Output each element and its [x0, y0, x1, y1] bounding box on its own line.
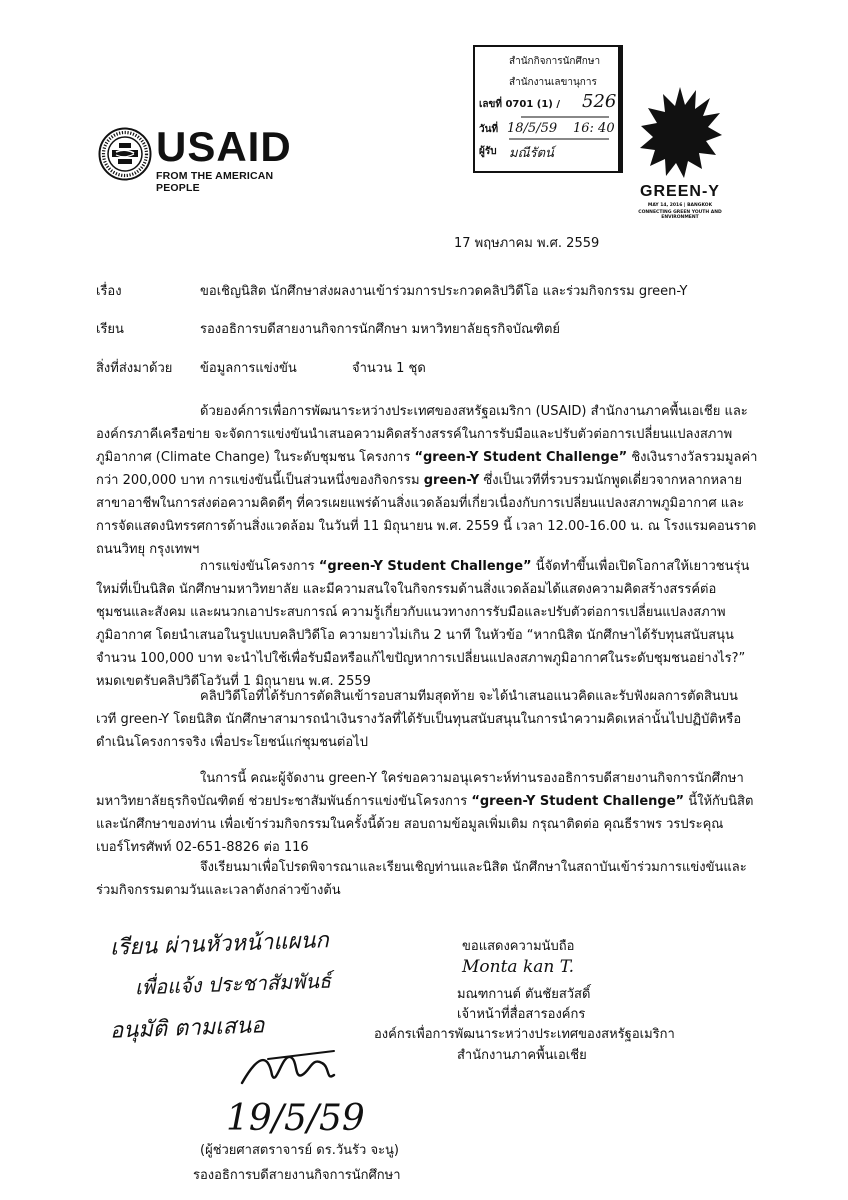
text-run: นี้จัดทำขึ้นเพื่อเปิดโอกาสให้เยาวชนรุ่น: [531, 559, 750, 574]
para3-line: เวที green-Y โดยนิสิต นักศึกษาสามารถนำเงินรางวัลที่ได้รับเป็นทุนสนับสนุนในการนำความคิดเหล่านั้นไปปฏิบัติหรือ: [96, 712, 742, 727]
stamp-time-handwritten: 16: 40: [573, 121, 615, 136]
para2-line: ชุมชนและสังคม และผนวกเอาประสบการณ์ ความรู้เกี่ยวกับแนวทางการรับมือและปรับตัวต่อการเปลี่ยนแปลงสภาพ: [96, 605, 726, 620]
para4-line: ในการนี้ คณะผู้จัดงาน green-Y ใคร่ขอความอนุเคราะห์ท่านรองอธิการบดีสายงานกิจการนักศึกษา: [200, 771, 744, 786]
green-y-tagline: CONNECTING GREEN YOUTH AND ENVIRONMENT: [638, 210, 722, 220]
text-run: ซึ่งเป็นเวทีที่รวบรวมนักพูดเดี่ยวจากหลากหลาย: [479, 473, 742, 488]
stamp-subdivision: สำนักงานเลขานุการ: [509, 77, 597, 88]
paragraph-1: [96, 400, 766, 561]
paragraph-5: [96, 856, 766, 902]
sender-name: มณฑกานต์ ตันชัยสวัสดิ์: [457, 987, 591, 1002]
closing-text: ขอแสดงความนับถือ: [462, 939, 575, 954]
sender-position: เจ้าหน้าที่สื่อสารองค์กร: [457, 1007, 586, 1022]
usaid-seal-icon: [98, 127, 152, 181]
text-run: ชิงเงินรางวัลรวมมูลค่า: [627, 450, 758, 465]
para2-line: หมดเขตรับคลิปวิดีโอวันที่ 1 มิถุนายน พ.ศ. 2559: [96, 674, 371, 689]
para2-line: ภูมิอากาศ โดยนำเสนอในรูปแบบคลิปวิดีโอ ความยาวไม่เกิน 2 นาที ในหัวข้อ “หากนิสิต นักศึกษาได้รับทุนสนับสนุน: [96, 628, 734, 643]
stamp-number-label: เลขที่ 0701 (1) /: [479, 99, 561, 110]
green-y-logo: [634, 85, 726, 220]
enclosure-qty: จำนวน 1 ชุด: [352, 361, 426, 376]
challenge-name: “green-Y Student Challenge”: [414, 450, 628, 465]
para1-line: องค์กรภาคีเครือข่าย จะจัดการแข่งขันนำเสนอความคิดสร้างสรรค์ในการรับมือและปรับตัวต่อการเปลี่ยนแปลงสภาพ: [96, 427, 733, 442]
text-run: มหาวิทยาลัยธุรกิจบัณฑิตย์ ช่วยประชาสัมพันธ์การแข่งขันโครงการ: [96, 794, 472, 809]
paragraph-4: [96, 767, 766, 859]
handwritten-note-line: เพื่อแจ้ง ประชาสัมพันธ์: [134, 968, 332, 1000]
handwritten-note-line: อนุมัติ ตามเสนอ: [109, 1013, 265, 1044]
approver-signature: [238, 1045, 348, 1090]
text-run: ภูมิอากาศ (Climate Change) ในระดับชุมชน โครงการ: [96, 450, 415, 465]
para4-line: [96, 790, 766, 813]
to-text: รองอธิการบดีสายงานกิจการนักศึกษา มหาวิทยาลัยธุรกิจบัณฑิตย์: [200, 322, 561, 337]
to-label: เรียน: [96, 322, 124, 337]
para3-line: ดำเนินโครงการจริง เพื่อประโยชน์แก่ชุมชนต่อไป: [96, 735, 368, 750]
event-name: green-Y: [423, 473, 480, 488]
text-run: นี้ให้กับนิสิต: [684, 794, 754, 809]
sender-signature: Monta kan T.: [462, 957, 574, 977]
sender-organization: องค์กรเพื่อการพัฒนาระหว่างประเทศของสหรัฐอเมริกา: [374, 1027, 675, 1042]
stamp-underlines: [481, 111, 611, 151]
para5-line: จึงเรียนมาเพื่อโปรดพิจารณาและเรียนเชิญท่านและนิสิต นักศึกษาในสถาบันเข้าร่วมการแข่งขันและ: [200, 860, 747, 875]
handwritten-approval-date: 19/5/59: [226, 1098, 365, 1139]
para4-line: และนักศึกษาของท่าน เพื่อเข้าร่วมกิจกรรมในครั้งนี้ด้วย สอบถามข้อมูลเพิ่มเติม กรุณาติดต่อ คุณธีราพร วรประคุณ: [96, 817, 724, 832]
para1-line: ถนนวิทยุ กรุงเทพฯ: [96, 542, 200, 557]
para2-line: [96, 555, 766, 578]
para5-line: ร่วมกิจกรรมตามวันและเวลาดังกล่าวข้างต้น: [96, 883, 341, 898]
para2-line: ใหม่ที่เป็นนิสิต นักศึกษามหาวิทยาลัย และมีความสนใจในกิจกรรมด้านสิ่งแวดล้อมได้แสดงความคิดสร้างสรรค์ต่อ: [96, 582, 717, 597]
receipt-stamp: [455, 45, 625, 175]
stamp-receiver-label: ผู้รับ: [479, 146, 497, 157]
para1-line: การจัดแสดงนิทรรศการด้านสิ่งแวดล้อม ในวันที่ 11 มิถุนายน พ.ศ. 2559 นี้ เวลา 12.00-16.00 น. ณ โรงแรมคอนราด: [96, 519, 757, 534]
para1-line: สาขาอาชีพในการส่งต่อความคิดดีๆ ที่ควรเผยแพร่ด้านสิ่งแวดล้อมที่เกี่ยวเนื่องกับการเปลี่ยนแปลงสภาพภูมิอากาศ และ: [96, 496, 745, 511]
para2-line: จำนวน 100,000 บาท จะนำไปใช้เพื่อรับมือหรือแก้ไขปัญหาการเปลี่ยนแปลงสภาพภูมิอากาศในระดับชุมชนอย่างไร?”: [96, 651, 746, 666]
green-y-burst-icon: [638, 85, 722, 180]
subject-label: เรื่อง: [96, 284, 122, 299]
text-run: กว่า 200,000 บาท การแข่งขันนี้เป็นส่วนหนึ่งของกิจกรรม: [96, 473, 424, 488]
para1-line: [96, 469, 766, 492]
handwritten-note-line: เรียน ผ่านหัวหน้าแผนก: [109, 928, 330, 961]
sender-office: สำนักงานภาคพื้นเอเชีย: [457, 1048, 587, 1063]
challenge-name: “green-Y Student Challenge”: [318, 559, 532, 574]
enclosure-label: สิ่งที่ส่งมาด้วย: [96, 361, 173, 376]
letter-date: 17 พฤษภาคม พ.ศ. 2559: [454, 236, 600, 251]
stamp-date-label: วันที่: [479, 124, 499, 135]
usaid-tagline: FROM THE AMERICAN PEOPLE: [156, 170, 274, 194]
usaid-wordmark: USAID: [156, 123, 292, 170]
approver-name: (ผู้ช่วยศาสตราจารย์ ดร.วันรัว จะนู): [200, 1143, 400, 1158]
green-y-wordmark: GREEN-Y: [640, 183, 720, 200]
para3-line: คลิปวิดีโอที่ได้รับการตัดสินเข้ารอบสามทีมสุดท้าย จะได้นำเสนอแนวคิดและรับฟังผลการตัดสินบน: [200, 689, 738, 704]
para4-line: เบอร์โทรศัพท์ 02-651-8826 ต่อ 116: [96, 840, 309, 855]
text-run: การแข่งขันโครงการ: [200, 559, 319, 574]
enclosure-text: ข้อมูลการแข่งขัน: [200, 361, 297, 376]
stamp-date-handwritten: 18/5/59: [507, 121, 558, 136]
subject-text: ขอเชิญนิสิต นักศึกษาส่งผลงานเข้าร่วมการประกวดคลิปวิดีโอ และร่วมกิจกรรม green-Y: [200, 284, 688, 299]
paragraph-3: [96, 685, 766, 754]
green-y-date: MAY 14, 2016 | BANGKOK: [647, 203, 713, 208]
para1-line: [96, 446, 766, 469]
approver-position: รองอธิการบดีสายงานกิจการนักศึกษา: [193, 1168, 401, 1183]
para1-line: ด้วยองค์การเพื่อการพัฒนาระหว่างประเทศของสหรัฐอเมริกา (USAID) สำนักงานภาคพื้นเอเชีย และ: [200, 404, 748, 419]
stamp-number-handwritten: 526: [582, 91, 617, 112]
challenge-name: “green-Y Student Challenge”: [471, 794, 685, 809]
paragraph-2: [96, 555, 766, 693]
stamp-receiver-handwritten: มณีรัตน์: [509, 146, 554, 161]
stamp-office: สำนักกิจการนักศึกษา: [509, 56, 601, 67]
usaid-logo: [98, 123, 308, 194]
